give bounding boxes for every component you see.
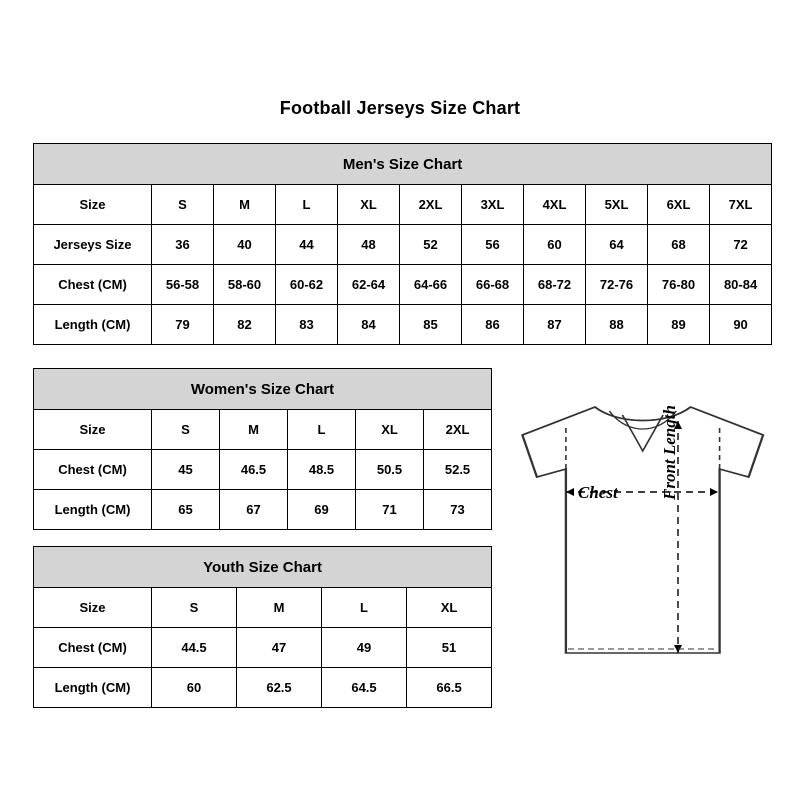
table-row [34, 628, 492, 668]
measure-cell: 84 [338, 305, 400, 345]
measure-cell: 83 [276, 305, 338, 345]
measure-cell: 86 [462, 305, 524, 345]
mens-table-header-row [34, 144, 772, 185]
measure-cell: 62-64 [338, 265, 400, 305]
size-column-header: 7XL [710, 185, 772, 225]
measure-cell: 72-76 [586, 265, 648, 305]
measure-cell: 66-68 [462, 265, 524, 305]
table-row [34, 305, 772, 345]
size-column-header: L [322, 588, 407, 628]
measure-cell: 44.5 [152, 628, 237, 668]
measure-cell: 58-60 [214, 265, 276, 305]
measure-cell: 65 [152, 490, 220, 530]
size-column-header: 6XL [648, 185, 710, 225]
table-row [34, 490, 492, 530]
measure-cell: 82 [214, 305, 276, 345]
measure-cell: 48 [338, 225, 400, 265]
size-column-header: 3XL [462, 185, 524, 225]
size-row-label: Size [34, 410, 152, 450]
measure-cell: 52 [400, 225, 462, 265]
measure-cell: 64 [586, 225, 648, 265]
size-column-header: 2XL [424, 410, 492, 450]
mens-table-title: Men's Size Chart [34, 144, 772, 185]
size-column-header: XL [356, 410, 424, 450]
size-column-header: L [276, 185, 338, 225]
table-row [34, 410, 492, 450]
size-row-label: Size [34, 185, 152, 225]
measure-cell: 60 [152, 668, 237, 708]
chest-measure-label: Chest [578, 483, 618, 502]
size-column-header: S [152, 410, 220, 450]
table-row [34, 668, 492, 708]
youth-table-title: Youth Size Chart [34, 547, 492, 588]
table-row [34, 225, 772, 265]
measure-cell: 47 [237, 628, 322, 668]
measure-cell: 68-72 [524, 265, 586, 305]
measure-cell: 44 [276, 225, 338, 265]
measure-cell: 56-58 [152, 265, 214, 305]
youth-size-table [33, 546, 492, 708]
measure-cell: 69 [288, 490, 356, 530]
measure-cell: 89 [648, 305, 710, 345]
table-row [34, 450, 492, 490]
measure-row-label: Length (CM) [34, 490, 152, 530]
measure-cell: 62.5 [237, 668, 322, 708]
measure-row-label: Chest (CM) [34, 450, 152, 490]
jersey-measurement-diagram [500, 395, 790, 695]
size-column-header: M [237, 588, 322, 628]
table-row [34, 265, 772, 305]
jersey-outline-icon [500, 395, 790, 695]
youth-table-header-row [34, 547, 492, 588]
size-column-header: L [288, 410, 356, 450]
measure-cell: 52.5 [424, 450, 492, 490]
measure-cell: 60 [524, 225, 586, 265]
measure-row-label: Chest (CM) [34, 628, 152, 668]
measure-cell: 71 [356, 490, 424, 530]
measure-cell: 80-84 [710, 265, 772, 305]
measure-cell: 76-80 [648, 265, 710, 305]
measure-cell: 56 [462, 225, 524, 265]
size-column-header: M [220, 410, 288, 450]
size-column-header: 2XL [400, 185, 462, 225]
womens-table-header-row [34, 369, 492, 410]
womens-table-title: Women's Size Chart [34, 369, 492, 410]
size-column-header: 5XL [586, 185, 648, 225]
measure-cell: 73 [424, 490, 492, 530]
mens-table-body [34, 144, 772, 345]
mens-size-table [33, 143, 772, 345]
size-column-header: M [214, 185, 276, 225]
measure-cell: 40 [214, 225, 276, 265]
measure-cell: 66.5 [407, 668, 492, 708]
measure-cell: 51 [407, 628, 492, 668]
measure-cell: 50.5 [356, 450, 424, 490]
size-column-header: 4XL [524, 185, 586, 225]
measure-cell: 45 [152, 450, 220, 490]
size-row-label: Size [34, 588, 152, 628]
size-column-header: S [152, 185, 214, 225]
measure-row-label: Length (CM) [34, 305, 152, 345]
measure-cell: 67 [220, 490, 288, 530]
measure-cell: 36 [152, 225, 214, 265]
measure-cell: 64-66 [400, 265, 462, 305]
table-row [34, 588, 492, 628]
front-length-measure-label: Front Length [660, 405, 679, 500]
womens-table-body [34, 369, 492, 530]
measure-cell: 68 [648, 225, 710, 265]
size-column-header: XL [338, 185, 400, 225]
measure-cell: 87 [524, 305, 586, 345]
page-title: Football Jerseys Size Chart [279, 98, 521, 118]
measure-row-label: Chest (CM) [34, 265, 152, 305]
youth-table-body [34, 547, 492, 708]
measure-cell: 64.5 [322, 668, 407, 708]
size-column-header: XL [407, 588, 492, 628]
measure-cell: 88 [586, 305, 648, 345]
womens-size-table [33, 368, 492, 530]
measure-row-label: Jerseys Size [34, 225, 152, 265]
measure-cell: 79 [152, 305, 214, 345]
size-column-header: S [152, 588, 237, 628]
measure-cell: 85 [400, 305, 462, 345]
measure-cell: 49 [322, 628, 407, 668]
measure-cell: 60-62 [276, 265, 338, 305]
measure-cell: 46.5 [220, 450, 288, 490]
measure-row-label: Length (CM) [34, 668, 152, 708]
measure-cell: 72 [710, 225, 772, 265]
table-row [34, 185, 772, 225]
measure-cell: 90 [710, 305, 772, 345]
measure-cell: 48.5 [288, 450, 356, 490]
